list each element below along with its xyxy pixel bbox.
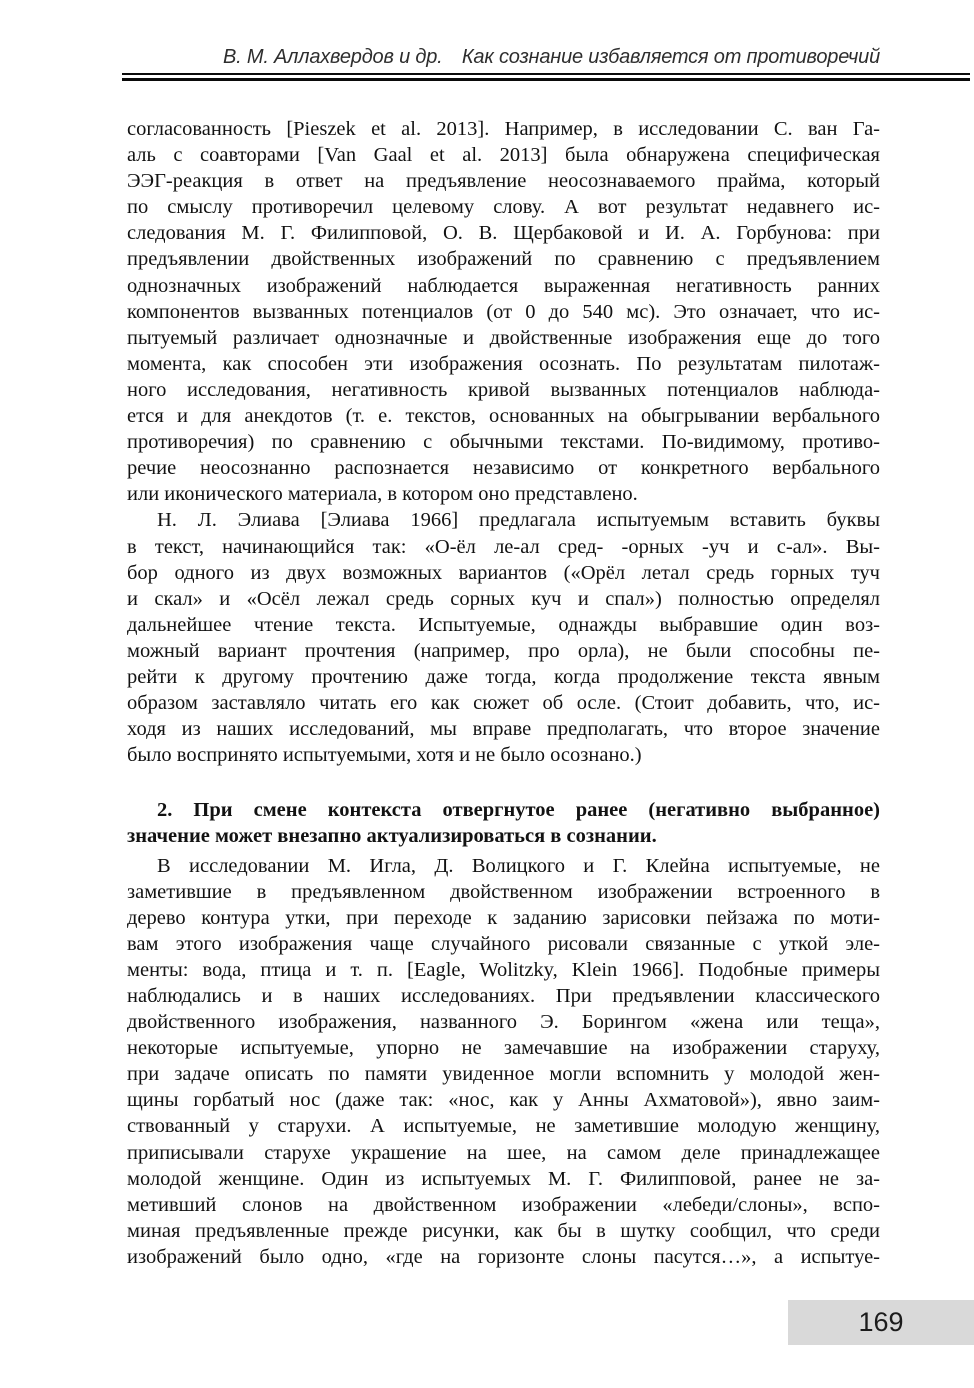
- text-line: и скал» и «Осёл лежал средь сорных куч и спал») полностью определял: [127, 587, 880, 610]
- text-line: молодой женщине. Один из испытуемых М. Г. Филипповой, ранее не за-: [127, 1167, 880, 1190]
- text-line: изображений было одно, «где на горизонте слоны пасутся…», а испытуе-: [127, 1245, 880, 1268]
- text-line: аль с соавторами [Van Gaal et al. 2013] была обнаружена специфическая: [127, 144, 880, 167]
- text-line: В исследовании М. Игла, Д. Волицкого и Г. Клейна испытуемые, не: [157, 854, 880, 877]
- section-heading: [127, 797, 880, 849]
- page-number: 169: [858, 1307, 904, 1337]
- text-line: однозначных изображений наблюдается выраженная негативность ранних: [127, 274, 880, 297]
- paragraph-eliava: [127, 507, 880, 768]
- paragraph-continuation: [127, 116, 880, 507]
- text-line: вам этого изображения чаще случайного рисовали связанные с уткой эле-: [127, 932, 880, 955]
- text-line: дальнейшее чтение текста. Испытуемые, однажды выбравшие один воз-: [127, 613, 880, 636]
- running-header-title: Как сознание избавляется от противоречий: [461, 46, 880, 68]
- text-line: было воспринято испытуемыми, хотя и не было осознано.): [127, 744, 642, 767]
- text-line: момента, как способен эти изображения осознать. По результатам пилотаж-: [127, 352, 880, 375]
- text-line: речие неосознанно распознается независимо от конкретного вербального: [127, 457, 880, 480]
- text-line: ходя из наших исследований, мы вправе предполагать, что второе значение: [127, 718, 880, 741]
- running-header-author: В. М. Аллахвердов и др.: [223, 46, 443, 68]
- text-line: бор одного из двух возможных вариантов («Орёл летал средь горных туч: [127, 561, 880, 584]
- text-line: заметившие в предъявленном двойственном изображении встроенного в: [127, 880, 880, 903]
- page-body: [127, 116, 880, 1270]
- running-header: [122, 44, 880, 70]
- text-line: противоречия) по сравнению с обычными текстами. По-видимому, противо-: [127, 431, 880, 454]
- page-number-box: [788, 1300, 974, 1345]
- text-line: миная предъявленные прежде рисунки, как бы в шутку сообщил, что среди: [127, 1219, 880, 1242]
- text-line: рейти к другому прочтению даже тогда, когда продолжение текста явным: [127, 665, 880, 688]
- text-line: ствованный у старухи. А испытуемые, не заметившие молодую женщину,: [127, 1115, 880, 1138]
- text-line: согласованность [Pieszek et al. 2013]. Например, в исследовании С. ван Га-: [127, 118, 880, 140]
- text-line: 2. При смене контекста отвергнутое ранее (негативно выбранное): [157, 799, 880, 822]
- text-line: дерево контура утки, при переходе к заданию зарисовки пейзажа по моти-: [127, 906, 880, 929]
- text-line: ЭЭГ-реакция в ответ на предъявление неосознаваемого прайма, который: [127, 170, 880, 193]
- text-line: в текст, начинающийся так: «О-ёл ле-ал сред- -орных -уч и с-ал». Вы-: [127, 535, 880, 558]
- text-line: некоторые испытуемые, упорно не замечавшие на изображении старуху,: [127, 1037, 880, 1060]
- text-line: менты: вода, птица и т. п. [Eagle, Wolitzky, Klein 1966]. Подобные примеры: [127, 958, 880, 981]
- text-line: щины горбатый нос (даже так: «нос, как у Анны Ахматовой»), явно заим-: [127, 1089, 880, 1112]
- header-rule: [122, 73, 970, 81]
- text-line: компонентов вызванных потенциалов (от 0 до 540 мс). Это означает, что ис-: [127, 300, 880, 323]
- text-line: наблюдались и в наших исследованиях. При предъявлении классического: [127, 985, 880, 1007]
- text-line: предъявлении двойственных изображений по сравнению с предъявлением: [127, 248, 880, 271]
- text-line: значение может внезапно актуализироваться в сознании.: [127, 825, 657, 848]
- text-line: приписывали старухе украшение на шее, на самом деле принадлежащее: [127, 1141, 880, 1164]
- text-line: или иконического материала, в котором оно представлено.: [127, 483, 638, 506]
- text-line: ется и для анекдотов (т. е. текстов, основанных на обыгрывании вербального: [127, 405, 880, 428]
- text-line: образом заставляло читать его как сюжет об осле. (Стоит добавить, что, ис-: [127, 692, 880, 715]
- text-line: ного исследования, негативность кривой вызванных потенциалов наблюда-: [127, 378, 880, 401]
- text-line: двойственного изображения, названного Э. Борингом «жена или теща»,: [127, 1011, 880, 1034]
- text-line: Н. Л. Элиава [Элиава 1966] предлагала испытуемым вставить буквы: [157, 509, 880, 532]
- text-line: следования М. Г. Филипповой, О. В. Щербаковой и И. А. Горбунова: при: [127, 222, 880, 245]
- text-line: при задаче описать по памяти увиденное могли вспомнить у молодой жен-: [127, 1063, 880, 1086]
- paragraph-eagle: [127, 853, 880, 1271]
- text-line: можный вариант прочтения (например, про орла), не были способны пе-: [127, 639, 880, 662]
- text-line: по смыслу противоречил целевому слову. А вот результат недавнего ис-: [127, 196, 880, 219]
- text-line: метивший слонов на двойственном изображении «лебеди/слоны», вспо-: [127, 1193, 880, 1216]
- text-line: пытуемый различает однозначные и двойственные изображения еще до того: [127, 326, 880, 349]
